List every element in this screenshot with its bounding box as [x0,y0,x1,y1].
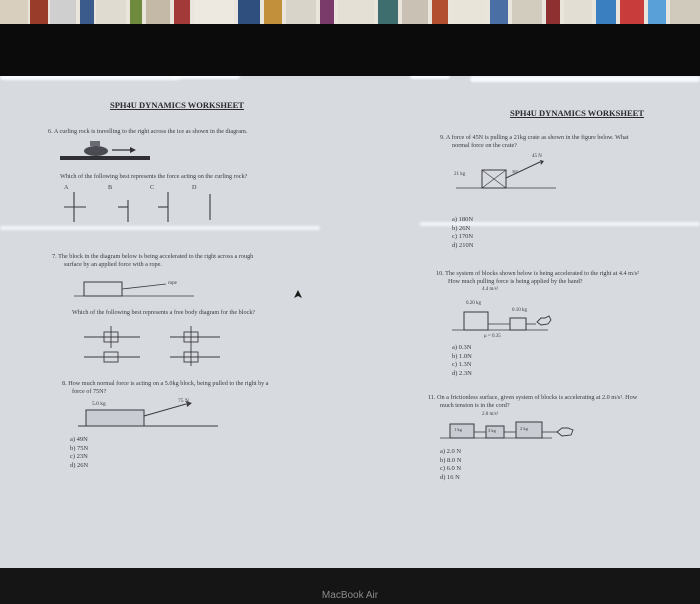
right-page-title: SPH4U DYNAMICS WORKSHEET [510,108,644,118]
q8-force-label: 75 N [178,398,189,404]
left-page-title: SPH4U DYNAMICS WORKSHEET [110,100,244,110]
q6-force-diagrams [60,190,230,226]
q9-crate-diagram [456,160,576,196]
q9-angle-label: 30° [512,169,519,174]
q6-question: Which of the following best represents the force acting on the curling rock? [60,173,248,180]
q10-accel-label: 4.4 m/s² [482,287,499,292]
q6-choice-b: B [108,184,113,191]
q9-force-label: 45 N [532,154,542,159]
q7-stem-line2: surface by an applied force with a rope. [64,261,162,268]
q11-block-label-2: 3 kg [488,428,496,433]
q11-stem-line1: 11. On a frictionless surface, given system of blocks is accelerating at 2.0 m/s². How [428,394,638,401]
q9-stem-line2: normal force on the crate? [452,142,517,149]
q6-choice-a: A [64,184,69,191]
q10-mass1-label: 0.20 kg [466,301,481,306]
q9-options [452,216,473,250]
q7-question: Which of the following best represents a free body diagram for the block? [72,309,256,316]
q9-option-a: a) 180N [452,216,474,223]
curling-rock-diagram [60,136,150,166]
q10-mass2-label: 0.10 kg [512,308,527,313]
q9-mass-label: 21 kg [454,172,466,177]
q11-options [440,448,461,482]
q10-mu-label: μ = 0.35 [484,334,501,339]
q10-option-a: a) 0.3N [452,344,472,351]
q9-stem-line1: 9. A force of 45N is pulling a 21kg crate as shown in the figure below. What [440,134,629,141]
svg-text:rope: rope [168,281,177,286]
q11-block-label-1: 1 kg [454,427,462,432]
q11-block-label-3: 2 kg [520,426,528,431]
q11-option-c: c) 6.0 N [440,465,462,473]
q10-option-c: c) 1.3N [452,361,472,369]
hand-icon [556,426,574,438]
q6-stem: 6. A curling rock is travelling to the right across the ice as shown in the diagram. [48,128,248,135]
q11-option-d: d) 16 N [440,473,460,481]
q8-mass-label: 5.0 kg [92,401,106,407]
mouse-cursor-icon [294,290,304,300]
q8-option-c: c) 23N [70,453,88,461]
q11-option-b: b) 8.0 N [440,456,462,464]
q8-option-a: a) 49N [70,436,88,443]
q8-option-b: b) 75N [70,444,89,452]
q6-choice-d: D [192,184,197,191]
q8-options [70,436,88,470]
q10-stem-line2: How much pulling force is being applied by the hand? [448,278,583,285]
q10-options [452,344,472,378]
q7-stem-line1: 7. The block in the diagram below is being accelerated to the right across a rough [52,253,254,260]
hand-icon [536,314,552,328]
q7-block-rope-diagram [74,276,194,304]
right-worksheet-page [412,76,700,568]
q11-accel-label: 2.0 m/s² [482,412,499,417]
bookshelf-background [0,0,700,24]
laptop-brand-label: MacBook Air [321,590,379,601]
q8-stem-line2: force of 75N? [72,388,107,395]
q8-stem-line1: 8. How much normal force is acting on a 5.0kg block, being pulled to the right by a [62,380,269,387]
laptop-top-bezel [0,24,700,76]
q9-option-c: c) 170N [452,233,474,241]
q11-option-a: a) 2.0 N [440,448,462,455]
laptop-screen [0,76,700,568]
q10-option-b: b) 1.0N [452,352,472,360]
q10-option-d: d) 2.3N [452,369,472,377]
q10-stem-line1: 10. The system of blocks shown below is being accelerated to the right at 4.4 m/s² [436,270,639,277]
left-worksheet-page [0,76,400,568]
q6-choice-c: C [150,184,155,191]
q7-free-body-options [80,326,220,366]
q8-option-d: d) 26N [70,461,89,469]
q9-option-d: d) 210N [452,241,474,249]
q9-option-b: b) 26N [452,224,471,232]
q11-stem-line2: much tension is in the cord? [440,402,510,409]
